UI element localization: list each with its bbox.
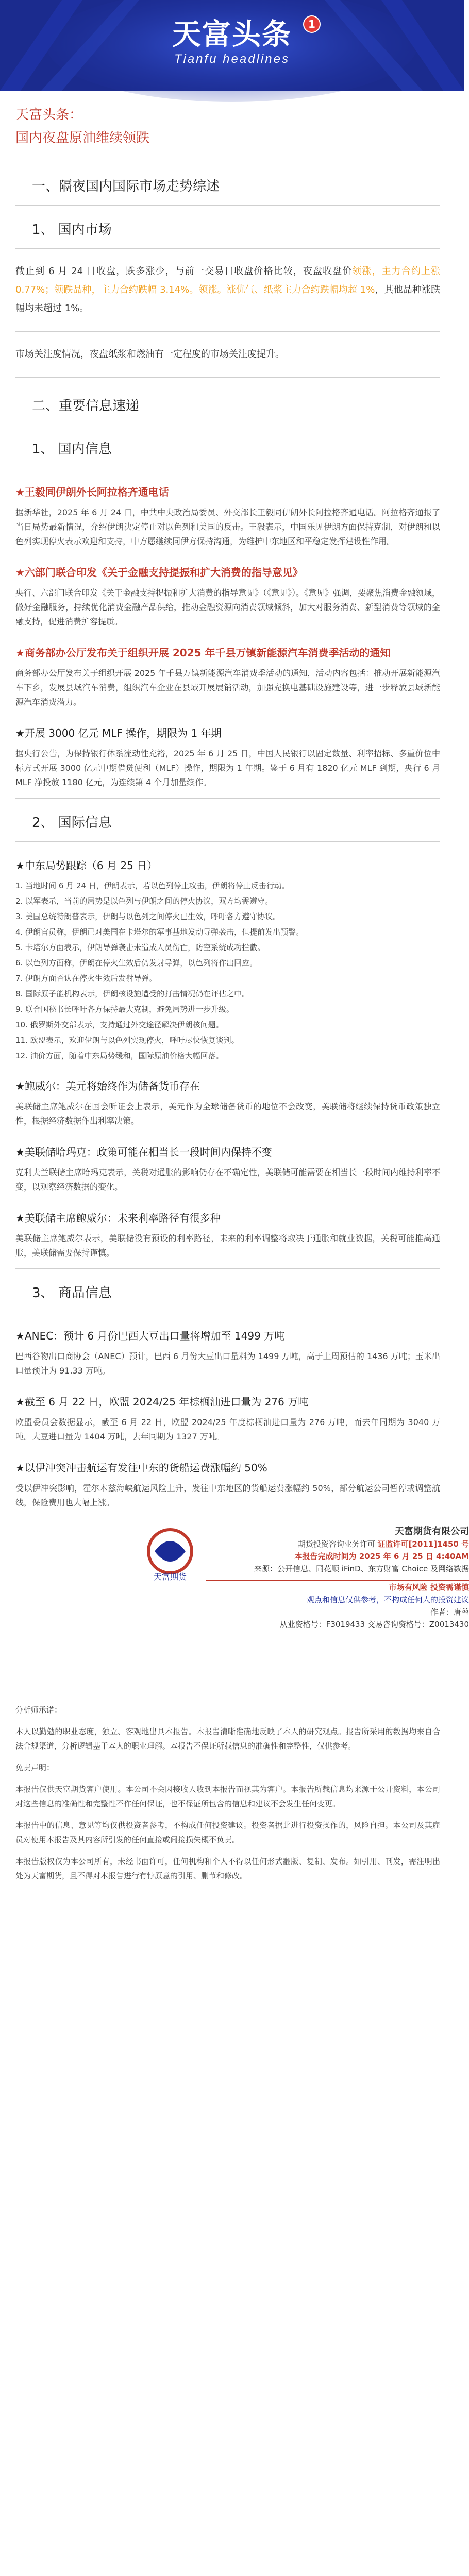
divider <box>15 205 440 206</box>
disclaimer-heading: 免责声明： <box>15 1763 55 1772</box>
news-body: 据新华社，2025 年 6 月 24 日，中共中央政治局委员、外交部长王毅同伊朗外长阿拉格齐通电话。阿拉格齐通报了当日局势最新情况，介绍伊朗决定停止对以色列和美国的反击。王毅表示，中国乐见伊朗方面保持克制，对伊朗和以色列实现停火表示欢迎和支持，中方愿继续同伊方保持沟通，为维护中东地区和平稳定发挥建设性作用。 <box>15 507 440 546</box>
logo-subtitle: Tianfu headlines <box>174 52 290 66</box>
news-body: 美联储主席鲍威尔在国会听证会上表示，美元作为全球储备货币的地位不会改变，美联储将继续保持货币政策独立性，根据经济数据作出利率决策。 <box>15 1101 440 1126</box>
subsection-domestic-title: 1、 国内市场 <box>32 222 112 238</box>
advice-disclaimer: 观点和信息仅供参考，不构成任何人的投资建议 <box>306 1595 469 1604</box>
list-item: 2. 以军表示，当前的局势是以色列与伊朗之间的停火协议，双方均需遵守。 <box>15 896 273 906</box>
list-item: 12. 油价方面，随着中东局势缓和，国际原油价格大幅回落。 <box>15 1051 224 1060</box>
divider <box>15 377 440 378</box>
qualification: 从业资格号：F3019433 交易咨询资格号：Z0013430 <box>279 1620 469 1629</box>
domestic-news-list <box>15 484 440 790</box>
news-body: 巴西谷物出口商协会（ANEC）预计，巴西 6 月份大豆出口量料为 1499 万吨，高于上周预估的 1436 万吨；玉米出口量预计为 91.33 万吨。 <box>15 1351 440 1376</box>
news-body: 欧盟委员会数据显示，截至 6 月 22 日，欧盟 2024/25 年度棕榈油进口量为 276 万吨，而去年同期为 3040 万吨。大豆进口量为 1404 万吨，去年同期为 1327 万吨。 <box>15 1417 440 1442</box>
logo-badge: 1 <box>303 15 321 33</box>
disclaimer-heading: 分析师承诺： <box>15 1705 62 1715</box>
report-footer <box>15 1526 469 1696</box>
divider <box>15 331 440 332</box>
news-title: ★美联储哈玛克：政策可能在相当长一段时间内保持不变 <box>15 1146 272 1158</box>
license-number: 证监许可[2011]1450 号 <box>377 1539 469 1549</box>
list-item: 10. 俄罗斯外交部表示，支持通过外交途径解决伊朗核问题。 <box>15 1020 224 1029</box>
company-logo-text: 天富期货 <box>153 1572 187 1582</box>
news-title: ★鲍威尔：美元将始终作为储备货币存在 <box>15 1080 200 1092</box>
company-logo-icon <box>139 1526 206 1582</box>
divider <box>15 1268 440 1269</box>
author: 作者：唐堃 <box>430 1607 469 1617</box>
news-title: ★美联储主席鲍威尔：未来利率路径有很多种 <box>15 1212 221 1224</box>
article-content <box>0 104 469 1883</box>
news-body: 受以伊冲突影响，霍尔木兹海峡航运风险上升，发往中东地区的货船运费涨幅约 50%，部分航运公司暂停或调整航线，保险费用也大幅上涨。 <box>15 1483 440 1507</box>
list-item: 7. 伊朗方面否认在停火生效后发射导弹。 <box>15 974 157 983</box>
news-title: ★商务部办公厅发布关于组织开展 2025 年千县万镇新能源汽车消费季活动的通知 <box>15 647 391 659</box>
list-item: 9. 联合国秘书长呼吁各方保持最大克制，避免局势进一步升级。 <box>15 1005 234 1014</box>
footer-info <box>206 1526 469 1631</box>
mideast-tracker-list <box>15 879 440 1062</box>
list-item: 11. 欧盟表示，欢迎伊朗与以色列实现停火，呼吁尽快恢复谈判。 <box>15 1036 239 1045</box>
attention-paragraph: 市场关注度情况，夜盘纸浆和燃油有一定程度的市场关注度提升。 <box>15 349 284 360</box>
risk-warning: 市场有风险 投资需谨慎 <box>389 1583 469 1592</box>
subsection-international-title: 2、 国际信息 <box>32 815 112 831</box>
news-title: ★王毅同伊朗外长阿拉格齐通电话 <box>15 486 169 498</box>
license-line: 期货投资咨询业务许可 证监许可[2011]1450 号 <box>297 1539 469 1549</box>
brand-title: 天富头条： <box>15 107 83 123</box>
news-body: 美联储主席鲍威尔表示，美联储没有预设的利率路径，未来的利率调整将取决于通胀和就业数据，关税可能推高通胀，美联储需要保持谨慎。 <box>15 1233 440 1258</box>
divider <box>15 841 440 842</box>
firm-name: 天富期货有限公司 <box>395 1526 469 1537</box>
disclaimer-paragraph: 本报告仅供天富期货客户使用。本公司不会因接收人收到本报告而视其为客户。本报告所载信息均来源于公开资料，本公司对这些信息的准确性和完整性不作任何保证，也不保证所包含的信息和建议不会发生任何变更。 <box>15 1785 440 1808</box>
mideast-tracker-title: ★中东局势跟踪（6 月 25 日） <box>15 859 158 872</box>
news-title: ★ANEC：预计 6 月份巴西大豆出口量将增加至 1499 万吨 <box>15 1330 285 1342</box>
highlight-text: 领涨，主力合约上涨 0.77%；领跌品种，主力合约跌幅 3.14%。领涨。涨优气、纸浆主力合约跌幅均超 1% <box>15 266 440 295</box>
commodity-news-list <box>15 1328 440 1510</box>
header-banner <box>0 0 464 91</box>
list-item: 8. 国际原子能机构表示，伊朗核设施遭受的打击情况仍在评估之中。 <box>15 989 250 998</box>
logo-title: 天富头条 <box>172 18 292 52</box>
logo <box>134 19 330 71</box>
market-summary-paragraph: 截止到 6 月 24 日收盘，跌多涨少，与前一交易日收盘价格比较，夜盘收盘价领涨，主力合约上涨 0.77%；领跌品种，主力合约跌幅 3.14%。领涨。涨优气、纸浆主力合约跌幅均超 1%，其他品种涨跌幅均未超过 1%。 <box>15 266 441 314</box>
news-title: ★以伊冲突冲击航运有发往中东的货船运费涨幅约 50% <box>15 1462 267 1474</box>
list-item: 1. 当地时间 6 月 24 日，伊朗表示，若以色列停止攻击，伊朗将停止反击行动。 <box>15 881 290 890</box>
disclaimer-section <box>15 1703 440 1883</box>
disclaimer-paragraph: 本报告版权仅为本公司所有，未经书面许可，任何机构和个人不得以任何形式翻版、复制、发布。如引用、刊发，需注明出处为天富期货，且不得对本报告进行有悖原意的引用、删节和修改。 <box>15 1857 440 1880</box>
section-1-title: 一、隔夜国内国际市场走势综述 <box>32 179 220 194</box>
news-body: 央行、六部门联合印发《关于金融支持提振和扩大消费的指导意见》（《意见》）。《意见》强调，要聚焦消费金融领域，做好金融服务，持续优化消费金融产品供给，推动金融资源向消费领域倾斜，加大对服务消费、新型消费等领域的金融支持，促进消费扩容提质。 <box>15 588 441 626</box>
list-item: 4. 伊朗官员称，伊朗已对美国在卡塔尔的军事基地发动导弹袭击，但提前发出预警。 <box>15 927 304 937</box>
news-body: 克利夫兰联储主席哈玛克表示，关税对通胀的影响仍存在不确定性，美联储可能需要在相当长一段时间内维持利率不变，以观察经济数据的变化。 <box>15 1167 440 1192</box>
international-news-list <box>15 1078 440 1260</box>
news-title: ★截至 6 月 22 日，欧盟 2024/25 年棕榈油进口量为 276 万吨 <box>15 1396 309 1408</box>
report-time: 本报告完成时间为 2025 年 6 月 25 日 4:40AM <box>294 1552 469 1561</box>
list-item: 3. 美国总统特朗普表示，伊朗与以色列之间停火已生效，呼吁各方遵守协议。 <box>15 912 281 921</box>
news-title: ★六部门联合印发《关于金融支持提振和扩大消费的指导意见》 <box>15 566 303 579</box>
data-source: 来源：公开信息、同花顺 iFinD、东方财富 Choice 及网络数据 <box>254 1564 469 1573</box>
divider <box>15 248 440 249</box>
brand-subtitle: 国内夜盘原油维续领跌 <box>15 130 150 146</box>
news-title: ★开展 3000 亿元 MLF 操作，期限为 1 年期 <box>15 727 222 739</box>
subsection-commodity-title: 3、 商品信息 <box>32 1285 112 1301</box>
news-body: 据央行公告，为保持银行体系流动性充裕，2025 年 6 月 25 日，中国人民银行以固定数量、利率招标、多重价位中标方式开展 3000 亿元中期借贷便利（MLF）操作，期限为 1 年期。鉴于 6 月有 1820 亿元 MLF 到期，央行 6 月 MLF 净投放 1180 亿元，为连续第 4 个月加量续作。 <box>15 749 440 787</box>
divider <box>15 798 440 799</box>
list-item: 6. 以色列方面称，伊朗在停火生效后仍发射导弹，以色列将作出回应。 <box>15 958 258 968</box>
list-item: 5. 卡塔尔方面表示，伊朗导弹袭击未造成人员伤亡，防空系统成功拦截。 <box>15 943 265 952</box>
subsection-domestic-info-title: 1、 国内信息 <box>32 442 112 457</box>
disclaimer-paragraph: 本人以勤勉的职业态度，独立、客观地出具本报告。本报告清晰准确地反映了本人的研究观点。报告所采用的数据均来自合法合规渠道，分析逻辑基于本人的职业理解。本报告不保证所载信息的准确性和完整性，仅供参考。 <box>15 1727 440 1751</box>
section-2-title: 二、重要信息速递 <box>32 398 140 414</box>
disclaimer-paragraph: 本报告中的信息、意见等均仅供投资者参考，不构成任何投资建议。投资者据此进行投资操作的，风险自担。本公司及其雇员对使用本报告及其内容所引发的任何直接或间接损失概不负责。 <box>15 1821 440 1844</box>
news-body: 商务部办公厅发布关于组织开展 2025 年千县万镇新能源汽车消费季活动的通知，活动内容包括：推动开展新能源汽车下乡，发展县域汽车消费，组织汽车企业在县域开展展销活动，加强充换电基础设施建设等，进一步释放县域新能源汽车消费潜力。 <box>15 668 440 707</box>
